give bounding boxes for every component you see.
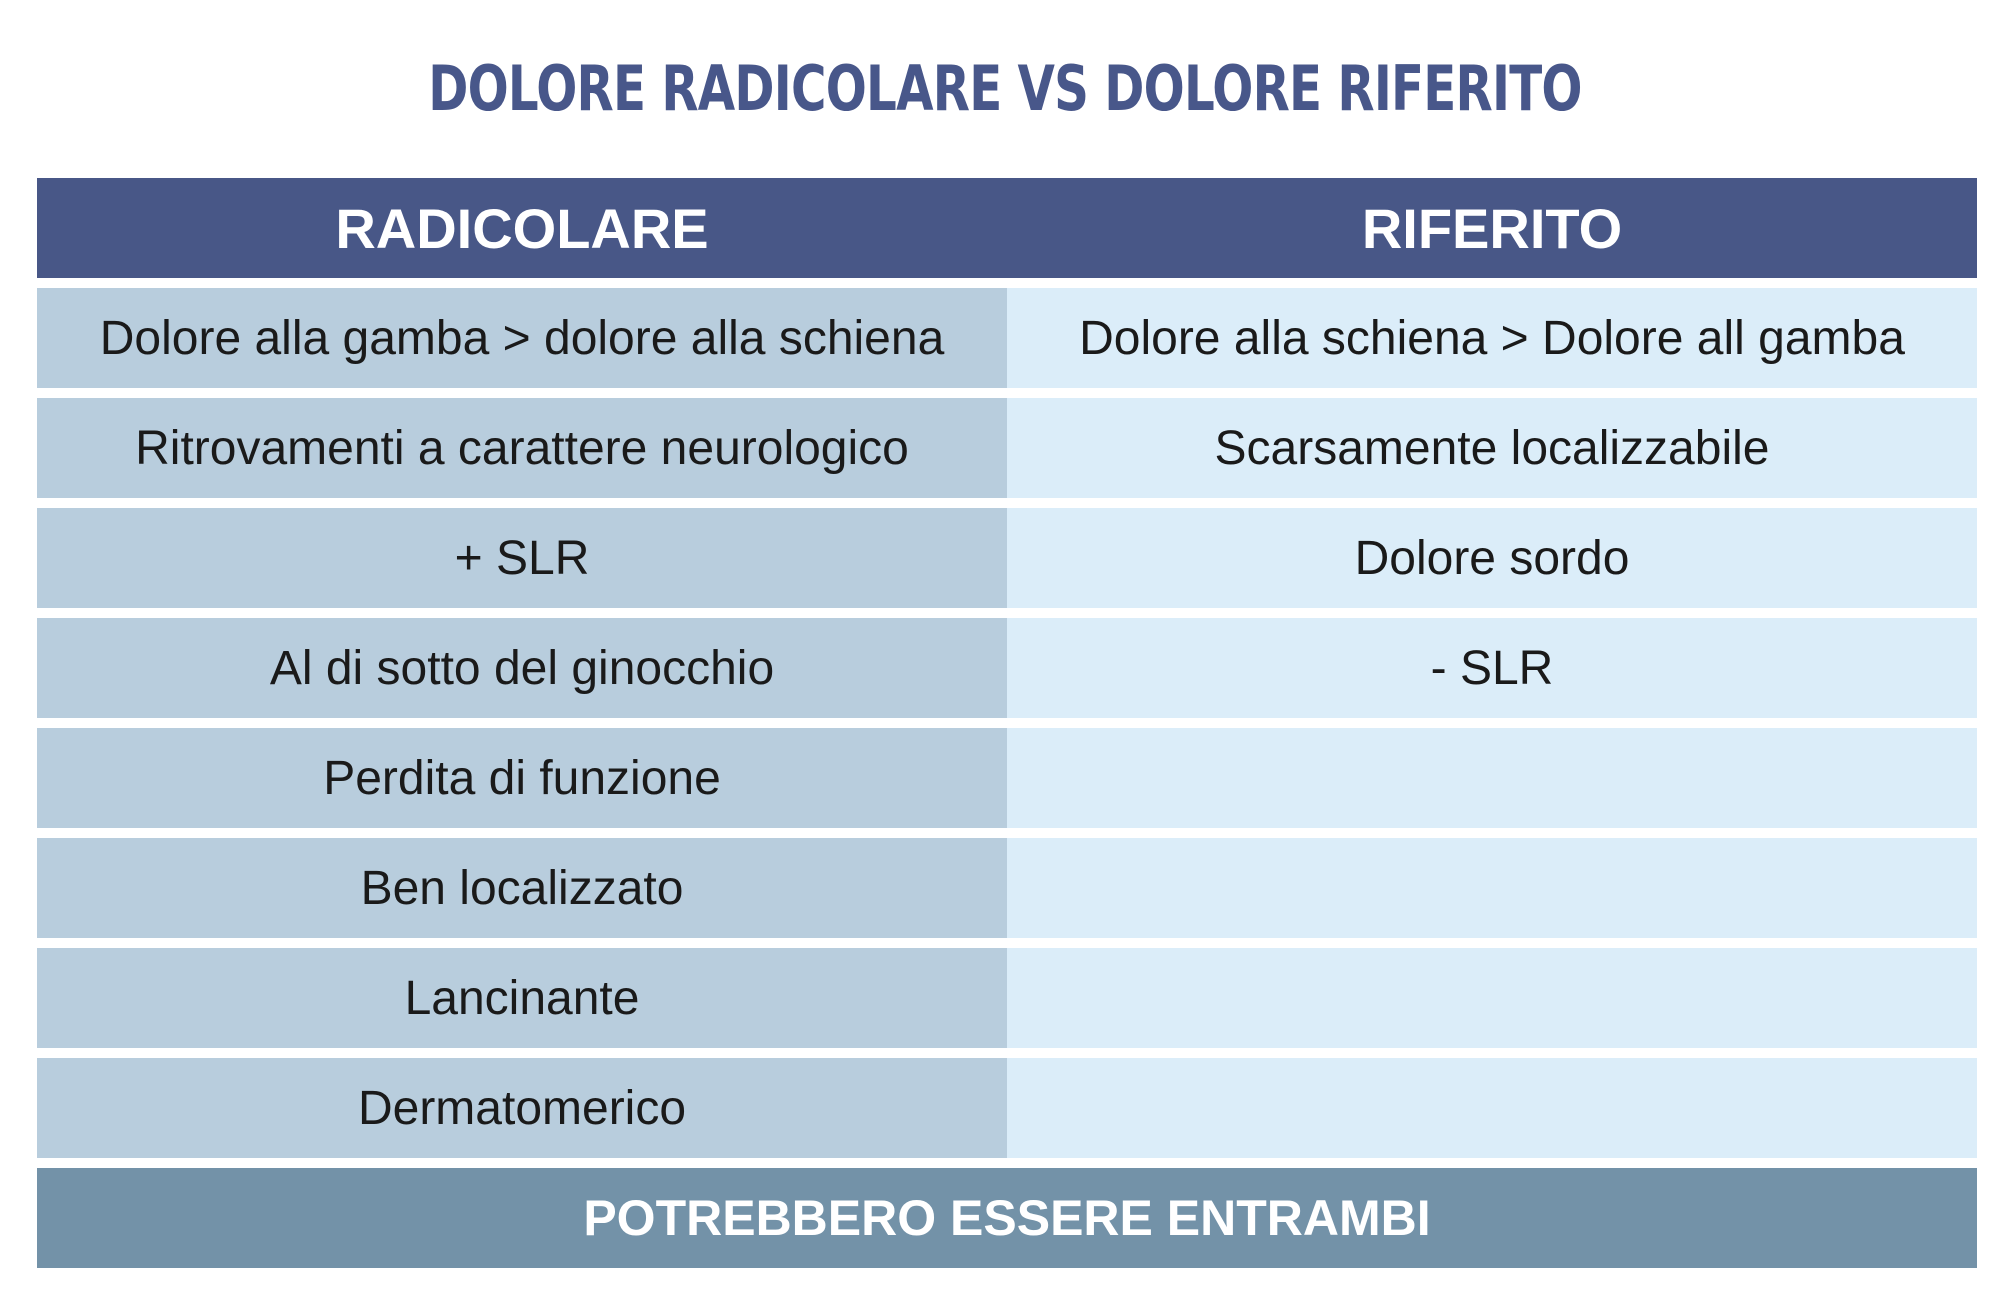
table-row xyxy=(37,288,1977,388)
table-row xyxy=(37,1058,1977,1158)
radicolare-cell: Dolore alla gamba > dolore alla schiena xyxy=(37,288,1007,388)
riferito-cell xyxy=(1007,838,1977,938)
table-footer: POTREBBERO ESSERE ENTRAMBI xyxy=(37,1168,1977,1268)
radicolare-cell: Perdita di funzione xyxy=(37,728,1007,828)
comparison-table xyxy=(37,178,1977,1268)
header-riferito: RIFERITO xyxy=(1361,196,1623,260)
table-row xyxy=(37,398,1977,498)
table-row xyxy=(37,838,1977,938)
radicolare-cell: Al di sotto del ginocchio xyxy=(37,618,1007,718)
table-row xyxy=(37,948,1977,1048)
riferito-cell: Dolore alla schiena > Dolore all gamba xyxy=(1007,288,1977,388)
page-title: DOLORE RADICOLARE VS DOLORE RIFERITO xyxy=(428,52,1582,125)
riferito-cell: Scarsamente localizzabile xyxy=(1007,398,1977,498)
table-row xyxy=(37,618,1977,718)
radicolare-cell: + SLR xyxy=(37,508,1007,608)
riferito-cell xyxy=(1007,948,1977,1048)
radicolare-cell: Ben localizzato xyxy=(37,838,1007,938)
table-header-row xyxy=(37,178,1977,278)
radicolare-cell: Lancinante xyxy=(37,948,1007,1048)
table-row xyxy=(37,728,1977,828)
table-row xyxy=(37,508,1977,608)
riferito-cell xyxy=(1007,728,1977,828)
radicolare-cell: Dermatomerico xyxy=(37,1058,1007,1158)
header-radicolare: RADICOLARE xyxy=(335,196,709,260)
riferito-cell xyxy=(1007,1058,1977,1158)
riferito-cell: - SLR xyxy=(1007,618,1977,718)
radicolare-cell: Ritrovamenti a carattere neurologico xyxy=(37,398,1007,498)
riferito-cell: Dolore sordo xyxy=(1007,508,1977,608)
